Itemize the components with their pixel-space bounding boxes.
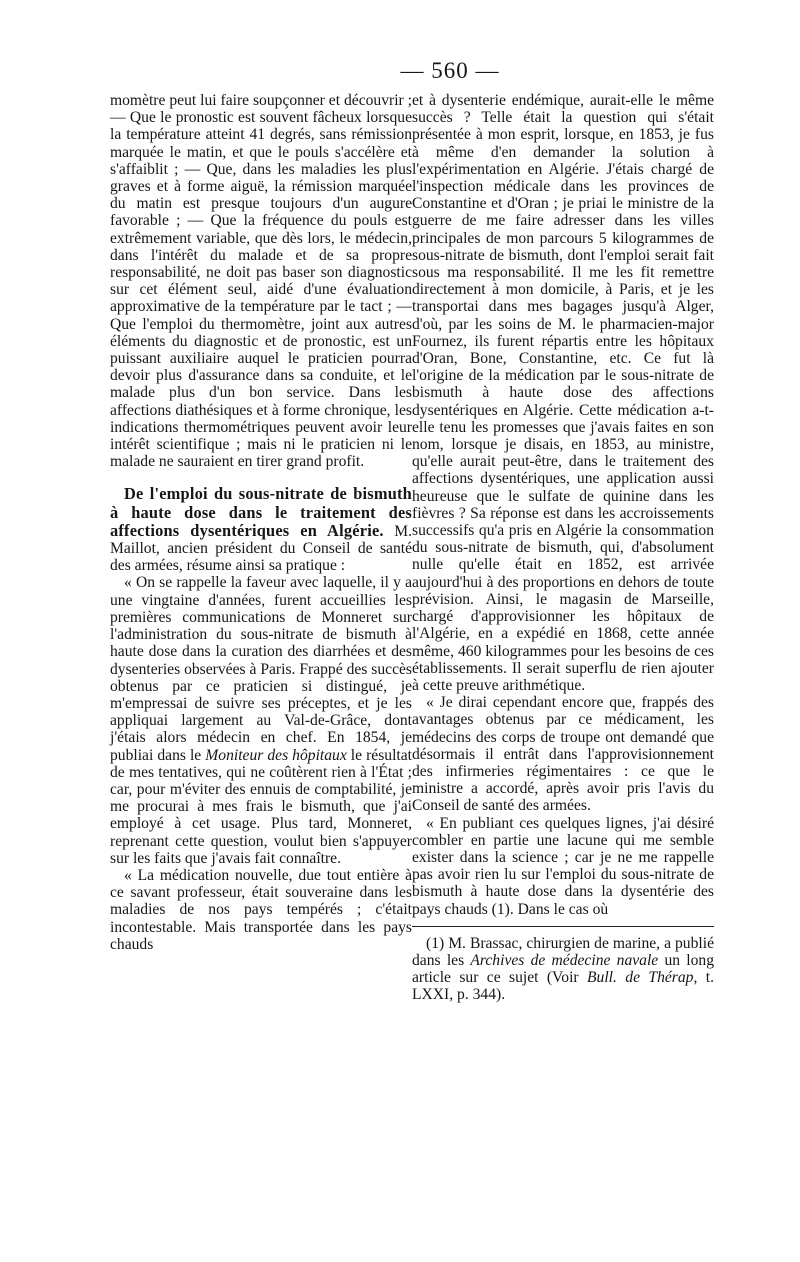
- section-paragraph: [110, 485, 412, 574]
- footnote-marker: (1): [426, 934, 445, 952]
- paragraph: momètre peut lui faire soupçonner et découvrir ; — Que le pronostic est souvent fâcheux lorsque la température atteint 41 degrés, sans rémission marquée le matin, et que le pouls s'accélère et s'affaiblit ; — Que, dans les maladies les plus graves et à forme aiguë, la rémission marquée du matin est presque toujours d'un augure favorable ; — Que la fréquence du pouls est extrêmement variable, que dès lors, le médecin, dans l'intérêt du malade et de sa propre responsabilité, ne doit pas baser son diagnostic sur cet élément seul, aidé d'une évaluation approximative de la température par le tact ; — Que l'emploi du thermomètre, joint aux autres éléments du diagnostic et de pronostic, est un puissant auxiliaire auquel le praticien pourra devoir plus d'assurance dans sa conduite, et le malade plus d'un bon service. Dans les affections diathésiques et à forme chronique, les indications thermométriques peuvent avoir leur intérêt scientifique ; mais ni le praticien ni le malade ne sauraient en tirer grand profit.: [110, 92, 412, 471]
- paragraph-text: « On se rappelle la faveur avec laquelle, il y a une vingtaine d'années, furent accueillies les premières communications de Monneret sur l'administration du sous-nitrate de bismuth à haute dose dans la curation des diarrhées et des dysenteries observées à Paris. Frappé des succès obtenus par ce praticien si distingué, je m'empressai de suivre ses préceptes, et je les appliquai largement au Val-de-Grâce, dont j'étais alors médecin en chef. En 1854, je publiai dans le: [110, 574, 412, 764]
- paragraph: [110, 574, 412, 866]
- footnote-journal: Archives de médecine navale: [470, 951, 659, 969]
- footnote-reference: Bull. de Thérap: [587, 969, 694, 987]
- journal-title: Moniteur des hôpitaux: [205, 746, 347, 764]
- section-heading: De l'emploi du sous-nitrate de bismuth à haute dose dans le traitement des affections dysentériques en Algérie.: [110, 484, 412, 540]
- page-number: — 560 —: [400, 58, 500, 83]
- section-intro: M. Maillot, ancien président du Conseil de santé des armées, résume ainsi sa pratique :: [110, 522, 412, 575]
- footnote-text: un long article sur ce sujet (Voir: [412, 951, 715, 987]
- paragraph: « La médication nouvelle, due tout entière à ce savant professeur, était souveraine dans les maladies de nos pays tempérés ; c'était incontestable. Mais transportée dans les pays chauds: [110, 866, 412, 953]
- paragraph: « Je dirai cependant encore que, frappés des avantages obtenus par ce médicament, les médecins des corps de troupe ont demandé que désormais il entrât dans l'approvisionnement des infirmeries régimentaires : ce que le ministre a accordé, après avoir pris l'avis du Conseil de santé des armées.: [412, 694, 714, 815]
- paragraph-text: le résultat de mes tentatives, qui ne coûtèrent rien à l'État ; car, pour m'éviter des ennuis de comptabilité, je me procurai à mes frais le bismuth, que j'ai employé à cet usage. Plus tard, Monneret, reprenant cette question, voulut bien s'appuyer sur les faits que j'avais fait connaître.: [110, 746, 412, 867]
- footnote: [412, 935, 714, 1004]
- footnote-text: M. Brassac, chirurgien de marine, a publié dans les: [412, 934, 714, 969]
- footnote-divider: [412, 926, 714, 927]
- right-column: [412, 92, 714, 1004]
- paragraph: et à dysenterie endémique, aurait-elle le même succès ? Telle était la question qui s'était présentée à mon esprit, lorsque, en 1853, je fus à même d'en demander la solution à l'expérimentation en Algérie. J'étais chargé de l'inspection médicale dans les provinces de Constantine et d'Oran ; je priai le ministre de la guerre de me faire adresser dans les villes principales de mon parcours 5 kilogrammes de sous-nitrate de bismuth, dont l'emploi serait fait sous ma responsabilité. Il me les fit remettre directement à mon domicile, à Paris, et je les transportai dans mes bagages jusqu'à Alger, d'où, par les soins de M. le pharmacien-major Fournez, ils furent répartis entre les hôpitaux d'Oran, Bone, Constantine, etc. Ce fut là l'origine de la médication par le sous-nitrate de bismuth à haute dose des affections dysentériques en Algérie. Cette médication a-t-elle tenu les promesses que j'avais faites en son nom, lorsque je disais, en 1853, au ministre, qu'elle aurait peut-être, dans le traitement des affections dysentériques, une application aussi heureuse que le sulfate de quinine dans les fièvres ? Sa réponse est dans les accroissements successifs qu'a pris en Algérie la consommation du sous-nitrate de bismuth, qui, d'absolument nulle qu'elle était en 1852, est arrivée aujourd'hui à des proportions en dehors de toute prévision. Ainsi, le magasin de Marseille, chargé d'approvisionner les hôpitaux de l'Algérie, en a expédié en 1868, cette année même, 460 kilogrammes pour les besoins de ces établissements. Il serait superflu de rien ajouter à cette preuve arithmétique.: [412, 92, 714, 694]
- paragraph: « En publiant ces quelques lignes, j'ai désiré combler en partie une lacune qui me semble exister dans la science ; car je ne me rappelle pas avoir rien lu sur l'emploi du sous-nitrate de bismuth à haute dose dans la dysentérie des pays chauds (1). Dans le cas où: [412, 814, 714, 918]
- left-column: [110, 92, 412, 953]
- footnote-text: , t. LXXI, p. 344).: [412, 969, 714, 1004]
